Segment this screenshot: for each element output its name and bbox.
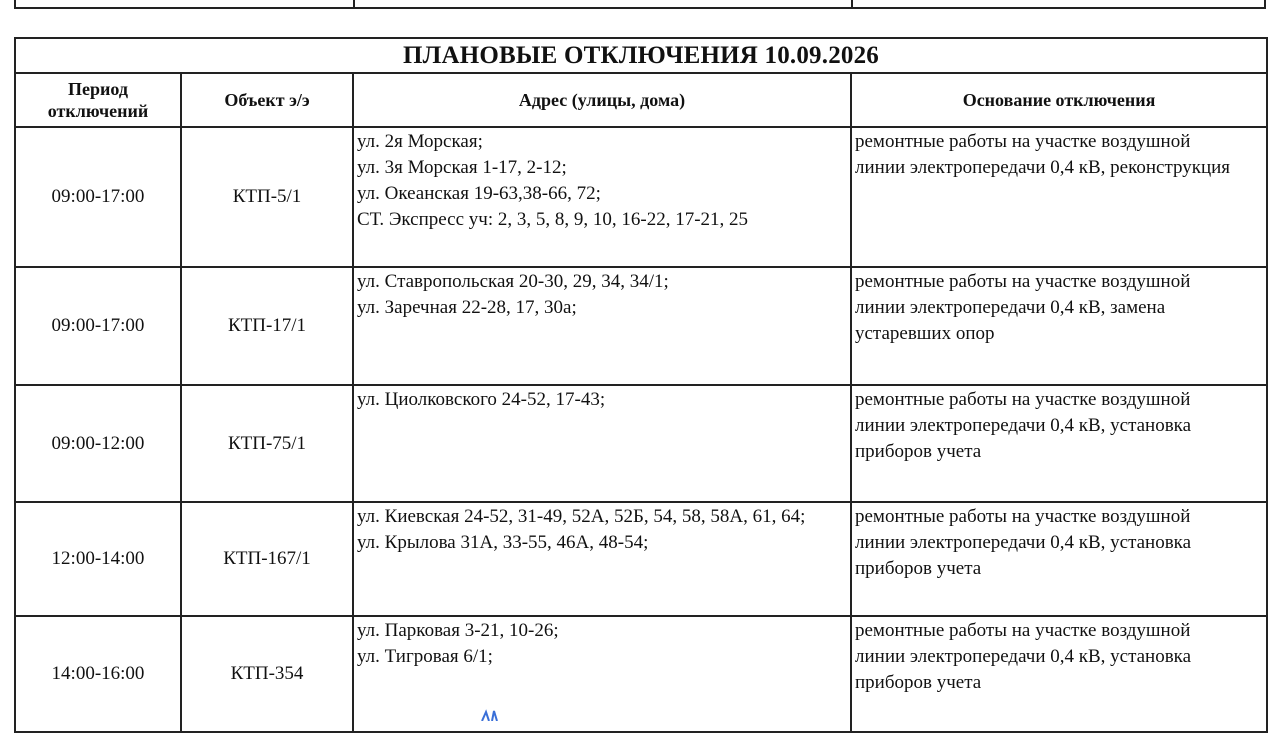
- table-row: [15, 127, 1267, 267]
- reason-line: приборов учета: [855, 558, 982, 579]
- title-row: [15, 38, 1267, 73]
- reason-cell: [851, 385, 1267, 502]
- period-cell: 14:00-16:00: [15, 616, 181, 732]
- reason-line: линии электропередачи 0,4 кВ, реконструкция: [855, 157, 1231, 178]
- reason-line: линии электропередачи 0,4 кВ, установка: [855, 646, 1192, 667]
- reason-line: ремонтные работы на участке воздушной: [855, 389, 1191, 410]
- schedule-title: ПЛАНОВЫЕ ОТКЛЮЧЕНИЯ 10.09.2026: [15, 38, 1267, 73]
- outage-schedule-table: [14, 37, 1268, 733]
- previous-table-divider: [851, 0, 853, 7]
- previous-table-remnant: [14, 0, 1266, 9]
- header-address: Адрес (улицы, дома): [353, 73, 851, 127]
- address-cell: [353, 616, 851, 732]
- object-cell: КТП-17/1: [181, 267, 353, 385]
- header-period: [15, 73, 181, 127]
- reason-cell: [851, 502, 1267, 616]
- address-line: ул. Тигровая 6/1;: [357, 646, 493, 667]
- address-line: ул. Циолковского 24-52, 17-43;: [357, 389, 606, 410]
- reason-cell: [851, 267, 1267, 385]
- address-cell: [353, 385, 851, 502]
- address-line: СТ. Экспресс уч: 2, 3, 5, 8, 9, 10, 16-22, 17-21, 25: [357, 209, 749, 230]
- reason-line: линии электропередачи 0,4 кВ, замена: [855, 297, 1166, 318]
- reason-line: линии электропередачи 0,4 кВ, установка: [855, 415, 1192, 436]
- table-row: [15, 502, 1267, 616]
- reason-line: линии электропередачи 0,4 кВ, установка: [855, 532, 1192, 553]
- address-line: ул. Заречная 22-28, 17, 30а;: [357, 297, 577, 318]
- reason-cell: [851, 616, 1267, 732]
- header-period-line2: отключений: [47, 101, 149, 121]
- object-cell: КТП-167/1: [181, 502, 353, 616]
- address-cell: [353, 267, 851, 385]
- header-period-line1: Период: [68, 79, 128, 99]
- object-cell: КТП-5/1: [181, 127, 353, 267]
- schedule-rows: [15, 127, 1267, 732]
- reason-line: ремонтные работы на участке воздушной: [855, 506, 1191, 527]
- table-row: [15, 267, 1267, 385]
- period-cell: 09:00-17:00: [15, 127, 181, 267]
- previous-table-divider: [353, 0, 355, 7]
- address-cell: [353, 502, 851, 616]
- object-cell: КТП-354: [181, 616, 353, 732]
- stamp-fragment-icon: [478, 709, 518, 721]
- reason-line: ремонтные работы на участке воздушной: [855, 620, 1191, 641]
- header-row: [15, 73, 1267, 127]
- reason-line: устаревших опор: [855, 323, 995, 344]
- address-line: ул. 3я Морская 1-17, 2-12;: [357, 157, 567, 178]
- reason-cell: [851, 127, 1267, 267]
- address-line: ул. Ставропольская 20-30, 29, 34, 34/1;: [357, 271, 669, 292]
- table-row: [15, 616, 1267, 732]
- reason-line: приборов учета: [855, 441, 982, 462]
- address-line: ул. Киевская 24-52, 31-49, 52А, 52Б, 54, 58, 58А, 61, 64;: [357, 506, 806, 527]
- period-cell: 09:00-12:00: [15, 385, 181, 502]
- address-cell: [353, 127, 851, 267]
- header-object: Объект э/э: [181, 73, 353, 127]
- address-line: ул. Океанская 19-63,38-66, 72;: [357, 183, 601, 204]
- period-cell: 12:00-14:00: [15, 502, 181, 616]
- reason-line: ремонтные работы на участке воздушной: [855, 271, 1191, 292]
- address-line: ул. Крылова 31А, 33-55, 46А, 48-54;: [357, 532, 649, 553]
- table-row: [15, 385, 1267, 502]
- reason-line: приборов учета: [855, 672, 982, 693]
- address-line: ул. 2я Морская;: [357, 131, 483, 152]
- period-cell: 09:00-17:00: [15, 267, 181, 385]
- header-reason: Основание отключения: [851, 73, 1267, 127]
- reason-line: ремонтные работы на участке воздушной: [855, 131, 1191, 152]
- object-cell: КТП-75/1: [181, 385, 353, 502]
- address-line: ул. Парковая 3-21, 10-26;: [357, 620, 559, 641]
